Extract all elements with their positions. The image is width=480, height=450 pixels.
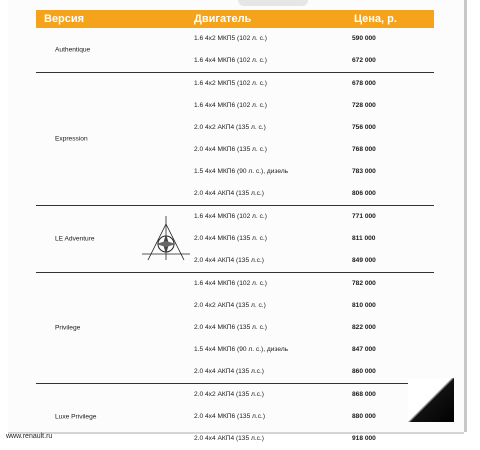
table-row [36,117,434,139]
engine-cell: 1.5 4х4 МКП6 (90 л. с.), дизель [194,168,289,175]
price-cell: 678 000 [352,80,376,87]
price-cell: 918 000 [352,435,376,442]
table-row [36,228,434,250]
price-cell: 590 000 [352,35,376,42]
engine-cell: 1.6 4х4 МКП6 (102 л. с.) [194,213,267,220]
price-cell: 810 000 [352,302,376,309]
engine-cell: 2.0 4х4 АКП4 (135 л.с.) [194,190,264,197]
price-cell: 806 000 [352,190,376,197]
table-row [36,95,434,117]
table-row [36,384,434,406]
version-group [36,206,434,273]
decorative-mark [238,0,308,6]
engine-cell: 2.0 4х4 МКП6 (135 л. с.) [194,235,267,242]
table-row [36,339,434,361]
version-name: Luxe Privilege [55,413,97,421]
version-name: Expression [55,135,88,143]
engine-cell: 1.6 4х4 МКП6 (102 л. с.) [194,57,267,64]
table-row [36,28,434,50]
table-row [36,250,434,272]
engine-cell: 2.0 4х4 МКП6 (135 л.с.) [194,413,266,420]
table-row [36,273,434,295]
table-row [36,317,434,339]
header-version: Версия [44,13,85,25]
version-name: Privilege [55,324,81,332]
table-row [36,73,434,95]
table-row [36,183,434,205]
price-cell: 811 000 [352,235,376,242]
table-row [36,361,434,383]
price-cell: 849 000 [352,257,376,264]
price-cell: 756 000 [352,124,376,131]
table-row [36,428,434,450]
price-cell: 783 000 [352,168,376,175]
price-cell: 847 000 [352,346,376,353]
engine-cell: 2.0 4х4 АКП4 (135 л.с.) [194,257,264,264]
engine-cell: 2.0 4х2 АКП4 (135 л.с.) [194,391,264,398]
table-row [36,406,434,428]
version-group [36,384,434,450]
header-engine: Двигатель [194,13,252,25]
price-cell: 728 000 [352,102,376,109]
version-name: LE Adventure [55,235,95,243]
header-price: Цена, р. [354,13,397,25]
price-cell: 860 000 [352,368,376,375]
engine-cell: 1.6 4х2 МКП5 (102 л. с.) [194,35,267,42]
price-cell: 822 000 [352,324,376,331]
engine-cell: 1.6 4х4 МКП6 (102 л. с.) [194,102,267,109]
table-header [36,10,434,28]
price-cell: 768 000 [352,146,376,153]
version-name: Authentique [55,46,91,54]
table-row [36,206,434,228]
price-cell: 771 000 [352,213,376,220]
price-cell: 782 000 [352,280,376,287]
engine-cell: 2.0 4х2 АКП4 (135 л. с.) [194,124,266,131]
price-cell: 672 000 [352,57,376,64]
price-cell: 880 000 [352,413,376,420]
engine-cell: 1.6 4х4 МКП6 (102 л. с.) [194,280,267,287]
footer-url[interactable]: www.renault.ru [6,433,53,440]
price-cell: 868 000 [352,391,376,398]
version-group [36,28,434,73]
price-table [36,28,434,450]
table-row [36,161,434,183]
engine-cell: 2.0 4х4 АКП4 (135 л.с.) [194,435,264,442]
version-group [36,273,434,384]
engine-cell: 1.6 4х2 МКП5 (102 л. с.) [194,80,267,87]
table-row [36,50,434,72]
engine-cell: 2.0 4х4 МКП6 (135 л. с.) [194,324,267,331]
table-row [36,295,434,317]
engine-cell: 2.0 4х4 АКП4 (135 л.с.) [194,368,264,375]
engine-cell: 2.0 4х4 МКП6 (135 л. с.) [194,146,267,153]
page-curl [408,378,454,422]
engine-cell: 2.0 4х2 АКП4 (135 л. с.) [194,302,266,309]
table-row [36,139,434,161]
engine-cell: 1.5 4х4 МКП6 (90 л. с.), дизель [194,346,289,353]
version-group [36,73,434,206]
